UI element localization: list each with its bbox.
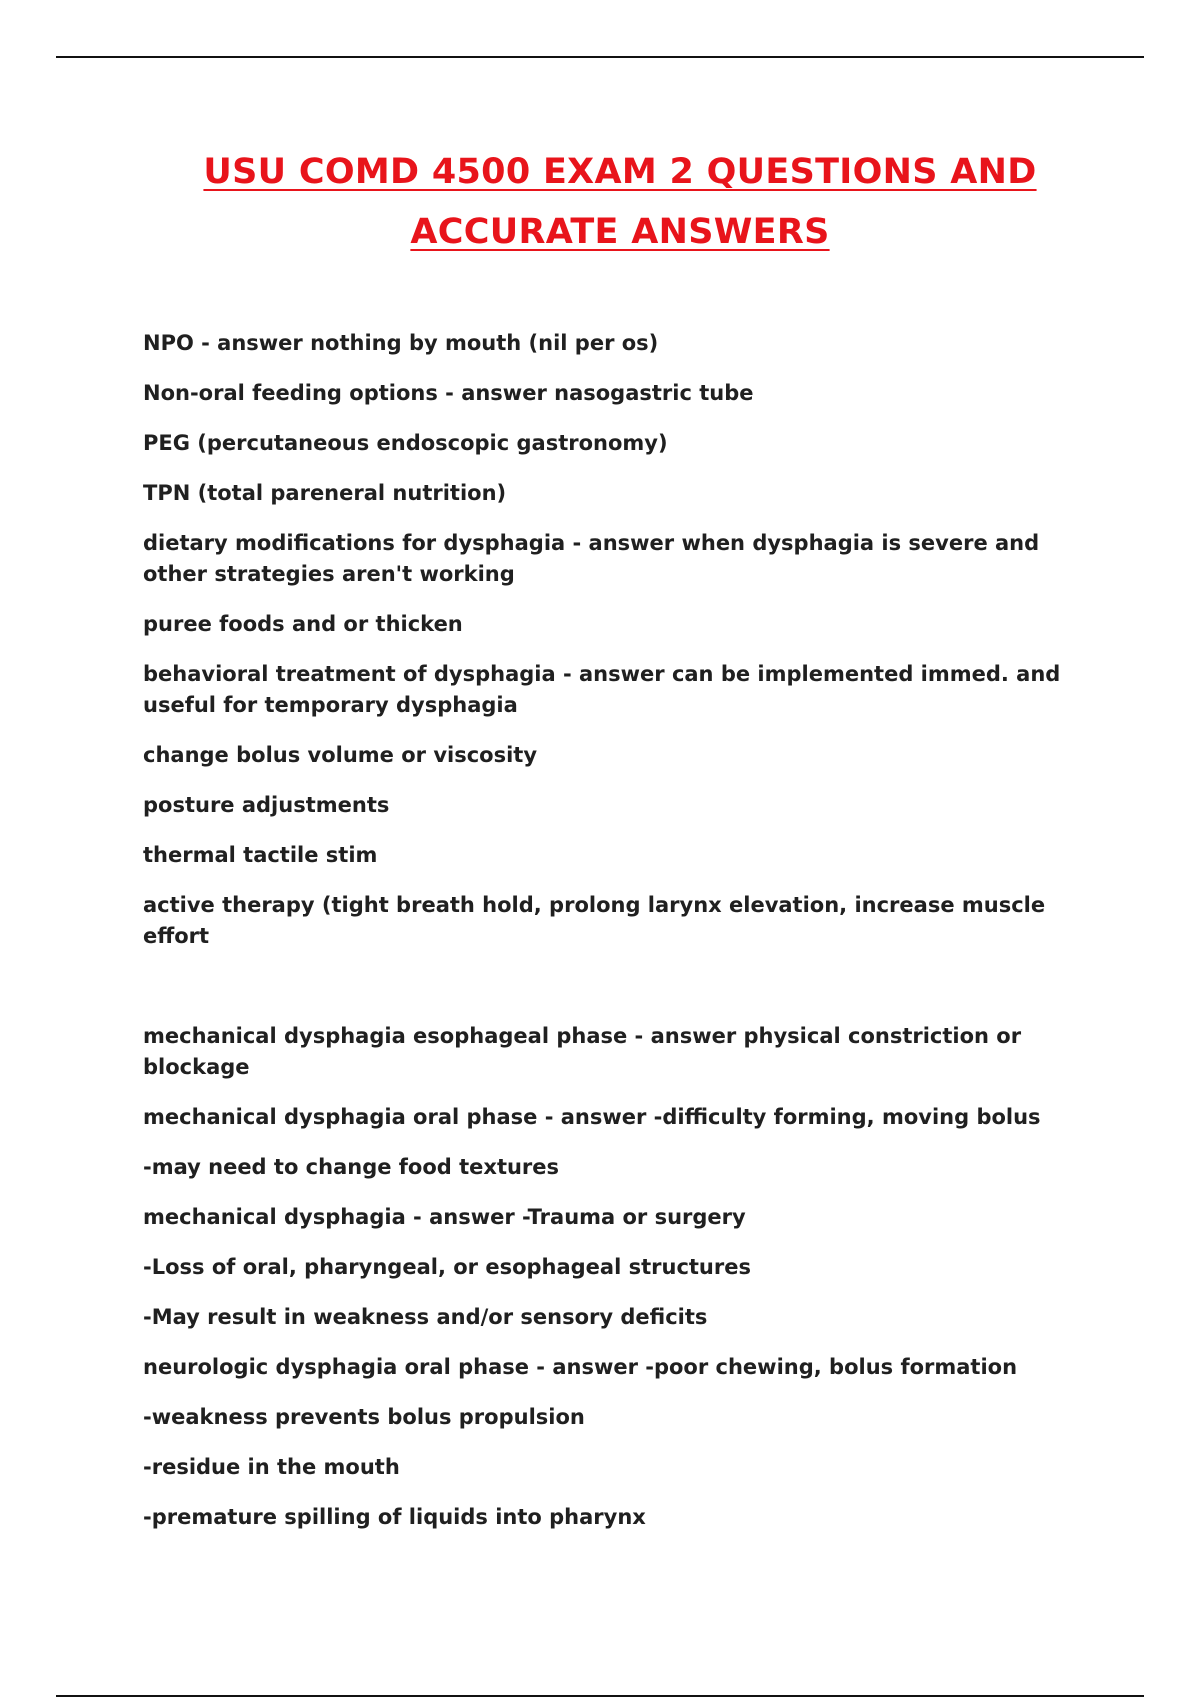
qa-entry: posture adjustments: [143, 793, 390, 817]
qa-entry: mechanical dysphagia oral phase - answer -difficulty forming, moving bolus: [143, 1105, 1041, 1129]
qa-entry: -May result in weakness and/or sensory deficits: [143, 1305, 708, 1329]
qa-entry: -Loss of oral, pharyngeal, or esophageal structures: [143, 1255, 751, 1279]
top-rule: [56, 56, 1144, 58]
qa-entry: Non-oral feeding options - answer nasogastric tube: [143, 381, 754, 405]
qa-entry: -premature spilling of liquids into pharynx: [143, 1505, 646, 1529]
bottom-rule: [56, 1695, 1144, 1697]
qa-entry: TPN (total pareneral nutrition): [143, 481, 507, 505]
qa-entry: -may need to change food textures: [143, 1155, 560, 1179]
qa-entry: neurologic dysphagia oral phase - answer -poor chewing, bolus formation: [143, 1355, 1018, 1379]
qa-entry: mechanical dysphagia esophageal phase - answer physical constriction or blockage: [143, 1024, 1022, 1079]
title-line-1: USU COMD 4500 EXAM 2 QUESTIONS AND: [203, 152, 1037, 192]
title-line-2: ACCURATE ANSWERS: [410, 212, 830, 252]
qa-entry: thermal tactile stim: [143, 843, 378, 867]
qa-entry: change bolus volume or viscosity: [143, 743, 538, 767]
qa-entry: dietary modifications for dysphagia - answer when dysphagia is severe and other strategies aren't working: [143, 531, 1040, 586]
document-title: [150, 142, 1090, 262]
qa-entry: behavioral treatment of dysphagia - answer can be implemented immed. and useful for temporary dysphagia: [143, 662, 1061, 717]
qa-entry: active therapy (tight breath hold, prolong larynx elevation, increase muscle effort: [143, 893, 1046, 948]
qa-entry: puree foods and or thicken: [143, 612, 463, 636]
qa-entry: NPO - answer nothing by mouth (nil per os): [143, 331, 659, 355]
qa-entry: mechanical dysphagia - answer -Trauma or surgery: [143, 1205, 746, 1229]
qa-entry: -weakness prevents bolus propulsion: [143, 1405, 585, 1429]
qa-list: [143, 328, 1093, 1552]
qa-entry: PEG (percutaneous endoscopic gastronomy): [143, 431, 668, 455]
qa-entry: -residue in the mouth: [143, 1455, 400, 1479]
